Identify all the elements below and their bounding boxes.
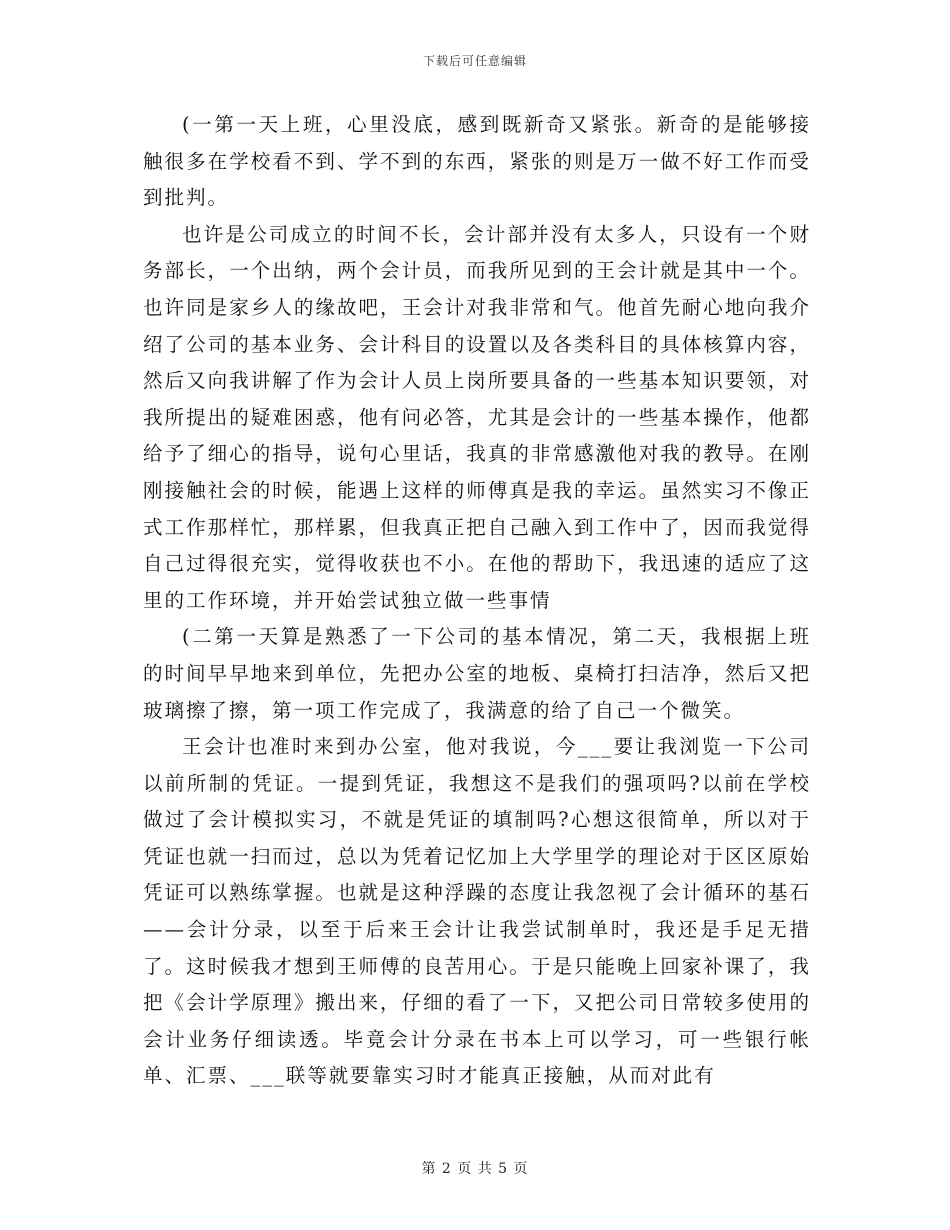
paragraph-1: (一第一天上班，心里没底，感到既新奇又紧张。新奇的是能够接触很多在学校看不到、学不到的东西，紧张的则是万一做不好工作而受到批判。 xyxy=(143,113,811,210)
body-text xyxy=(143,107,811,1095)
paragraph-3: (二第一天算是熟悉了一下公司的基本情况，第二天，我根据上班的时间早早地来到单位，先把办公室的地板、桌椅打扫洁净，然后又把玻璃擦了擦，第一项工作完成了，我满意的给了自己一个微笑。 xyxy=(143,625,811,722)
page-number-footer: 第 2 页 共 5 页 xyxy=(421,1161,529,1177)
paragraph-2: 也许是公司成立的时间不长，会计部并没有太多人，只设有一个财务部长，一个出纳，两个会计员，而我所见到的王会计就是其中一个。也许同是家乡人的缘故吧，王会计对我非常和气。他首先耐心地向我介绍了公司的基本业务、会计科目的设置以及各类科目的具体核算内容，然后又向我讲解了作为会计人员上岗所要具备的一些基本知识要领，对我所提出的疑难困惑，他有问必答，尤其是会计的一些基本操作，他都给予了细心的指导，说句心里话，我真的非常感激他对我的教导。在刚刚接触社会的时候，能遇上这样的师傅真是我的幸运。虽然实习不像正式工作那样忙，那样累，但我真正把自己融入到工作中了，因而我觉得自己过得很充实，觉得收获也不小。在他的帮助下，我迅速的适应了这里的工作环境，并开始尝试独立做一些事情 xyxy=(143,222,811,612)
paragraph-4: 王会计也准时来到办公室，他对我说，今___要让我浏览一下公司以前所制的凭证。一提到凭证，我想这不是我们的强项吗?以前在学校做过了会计模拟实习，不就是凭证的填制吗?心想这很简单，所以对于凭证也就一扫而过，总以为凭着记忆加上大学里学的理论对于区区原始凭证可以熟练掌握。也就是这种浮躁的态度让我忽视了会计循环的基石——会计分录，以至于后来王会计让我尝试制单时，我还是手足无措了。这时候我才想到王师傅的良苦用心。于是只能晚上回家补课了，我把《会计学原理》搬出来，仔细的看了一下，又把公司日常较多使用的会计业务仔细读透。毕竟会计分录在书本上可以学习，可一些银行帐单、汇票、___联等就要靠实习时才能真正接触，从而对此有 xyxy=(143,735,811,1088)
header-note: 下载后可任意编辑 xyxy=(422,54,527,68)
